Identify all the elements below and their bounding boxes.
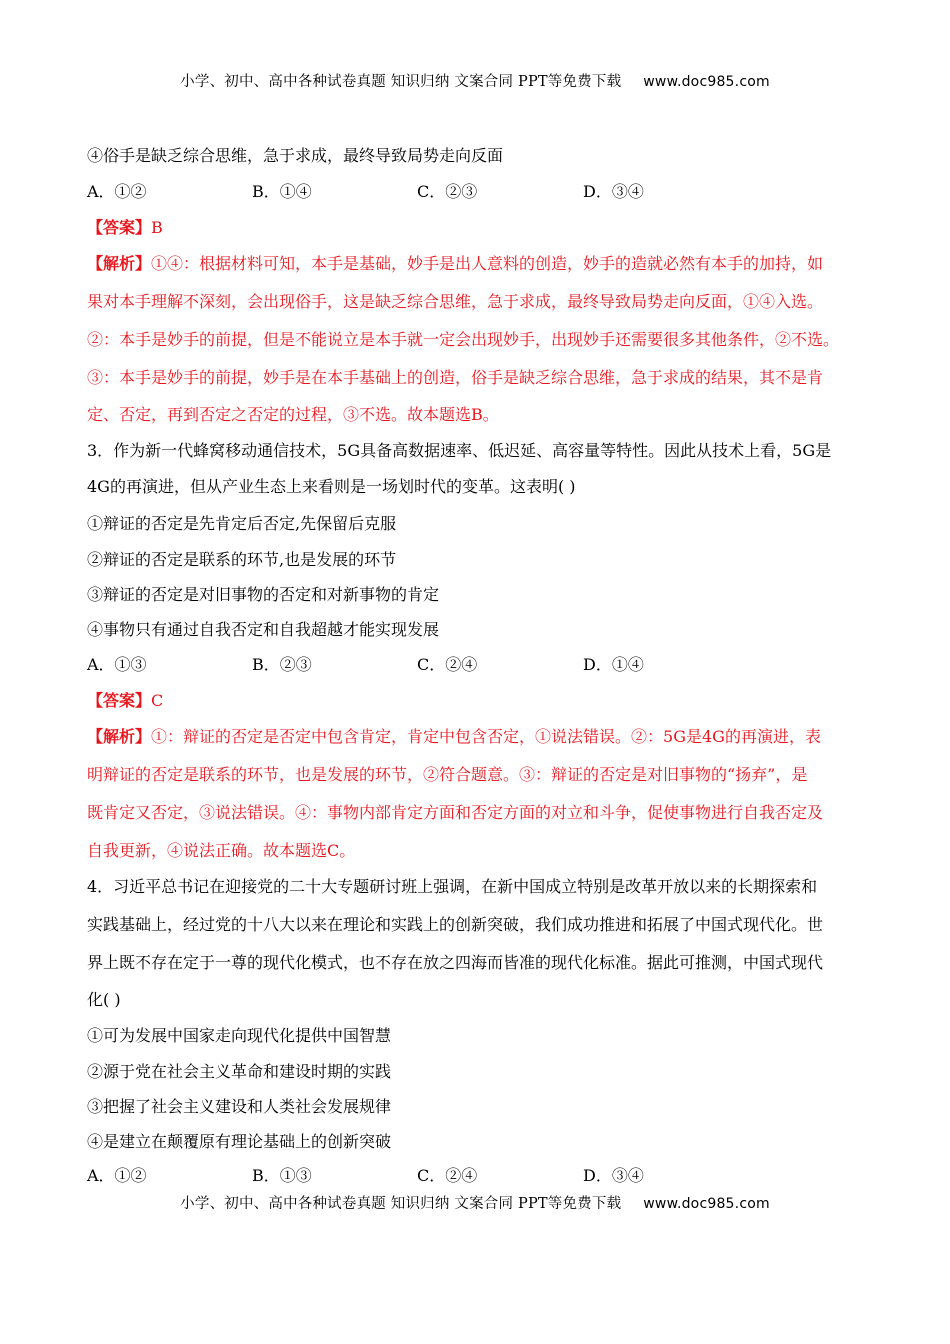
q4-item-3: ③把握了社会主义建设和人类社会发展规律 [87, 1097, 392, 1116]
q4-item-2: ②源于党在社会主义革命和建设时期的实践 [87, 1062, 392, 1081]
q2-analysis-text-1: ①④：根据材料可知，本手是基础，妙手是出人意料的创造，妙手的造就必然有本手的加持，如 [151, 254, 824, 273]
q4-item-4: ④是建立在颠覆原有理论基础上的创新突破 [87, 1132, 392, 1151]
q2-analysis-line-4: ③：本手是妙手的前提，妙手是在本手基础上的创造，俗手是缺乏综合思维，急于求成的结果，其不是肯 [87, 368, 824, 387]
q2-answer [87, 218, 877, 238]
q2-answer-tag: 【答案】 [87, 218, 152, 237]
header-text: 小学、初中、高中各种试卷真题 知识归纳 文案合同 PPT等免费下载 [180, 74, 622, 90]
q4-option-b: B．①③ [252, 1166, 312, 1185]
q4-item-1: ①可为发展中国家走向现代化提供中国智慧 [87, 1026, 392, 1045]
q2-option-b: B．①④ [252, 182, 312, 201]
q4-option-d: D．③④ [583, 1166, 644, 1185]
q2-options [87, 182, 877, 202]
q3-option-b: B．②③ [252, 655, 312, 674]
q3-stem-line-2: 4G的再演进，但从产业生态上来看则是一场划时代的变革。这表明( ) [87, 477, 576, 496]
q4-stem-line-3: 界上既不存在定于一尊的现代化模式，也不存在放之四海而皆准的现代化标准。据此可推测，中国式现代 [87, 953, 824, 972]
q3-analysis-line-3: 既肯定又否定，③说法错误。④：事物内部肯定方面和否定方面的对立和斗争，促使事物进行自我否定及 [87, 803, 824, 822]
q2-answer-value: B [151, 218, 163, 237]
q3-answer [87, 691, 877, 711]
q3-analysis-line-1 [87, 727, 877, 747]
q3-answer-value: C [151, 691, 164, 710]
q2-analysis-line-3: ②：本手是妙手的前提，但是不能说立是本手就一定会出现妙手，出现妙手还需要很多其他条件，②不选。 [87, 330, 840, 349]
q3-item-1: ①辩证的否定是先肯定后否定,先保留后克服 [87, 514, 397, 533]
q4-stem-line-2: 实践基础上，经过党的十八大以来在理论和实践上的创新突破，我们成功推进和拓展了中国式现代化。世 [87, 915, 824, 934]
page-header [0, 70, 950, 91]
q3-item-2: ②辩证的否定是联系的环节,也是发展的环节 [87, 550, 397, 569]
q2-option-d: D．③④ [583, 182, 644, 201]
q3-option-a: A．①③ [87, 655, 147, 674]
q3-item-3: ③辩证的否定是对旧事物的否定和对新事物的肯定 [87, 585, 440, 604]
q4-stem-line-1: 4．习近平总书记在迎接党的二十大专题研讨班上强调，在新中国成立特别是改革开放以来的长期探索和 [87, 877, 818, 896]
page-footer [0, 1192, 950, 1213]
q4-options [87, 1166, 877, 1186]
q3-stem-line-1: 3．作为新一代蜂窝移动通信技术，5G具备高数据速率、低迟延、高容量等特性。因此从技术上看，5G是 [87, 441, 832, 460]
q3-option-c: C．②④ [417, 655, 478, 674]
q3-answer-tag: 【答案】 [87, 691, 152, 710]
q2-analysis-line-5: 定、否定，再到否定之否定的过程，③不选。故本题选B。 [87, 405, 499, 424]
q3-analysis-text-1: ①：辩证的否定是否定中包含肯定，肯定中包含否定，①说法错误。②：5G是4G的再演进，表 [151, 727, 821, 746]
q2-item-4: ④俗手是缺乏综合思维，急于求成，最终导致局势走向反面 [87, 146, 504, 165]
q3-analysis-line-4: 自我更新，④说法正确。故本题选C。 [87, 841, 356, 860]
q2-analysis-line-2: 果对本手理解不深刻，会出现俗手，这是缺乏综合思维，急于求成，最终导致局势走向反面，①④入选。 [87, 292, 824, 311]
q4-stem-line-4: 化( ) [87, 990, 121, 1009]
q2-option-a: A．①② [87, 182, 147, 201]
q3-analysis-tag: 【解析】 [87, 727, 152, 746]
footer-site-link[interactable]: www.doc985.com [643, 1196, 770, 1212]
q3-options [87, 655, 877, 675]
q4-option-c: C．②④ [417, 1166, 478, 1185]
q2-analysis-tag: 【解析】 [87, 254, 152, 273]
q2-option-c: C．②③ [417, 182, 478, 201]
q3-option-d: D．①④ [583, 655, 644, 674]
footer-text: 小学、初中、高中各种试卷真题 知识归纳 文案合同 PPT等免费下载 [180, 1196, 622, 1212]
q4-option-a: A．①② [87, 1166, 147, 1185]
q3-item-4: ④事物只有通过自我否定和自我超越才能实现发展 [87, 620, 440, 639]
q2-analysis-line-1 [87, 254, 877, 274]
header-site-link[interactable]: www.doc985.com [643, 74, 770, 90]
q3-analysis-line-2: 明辩证的否定是联系的环节，也是发展的环节，②符合题意。③：辩证的否定是对旧事物的“扬弃”，是 [87, 765, 808, 784]
